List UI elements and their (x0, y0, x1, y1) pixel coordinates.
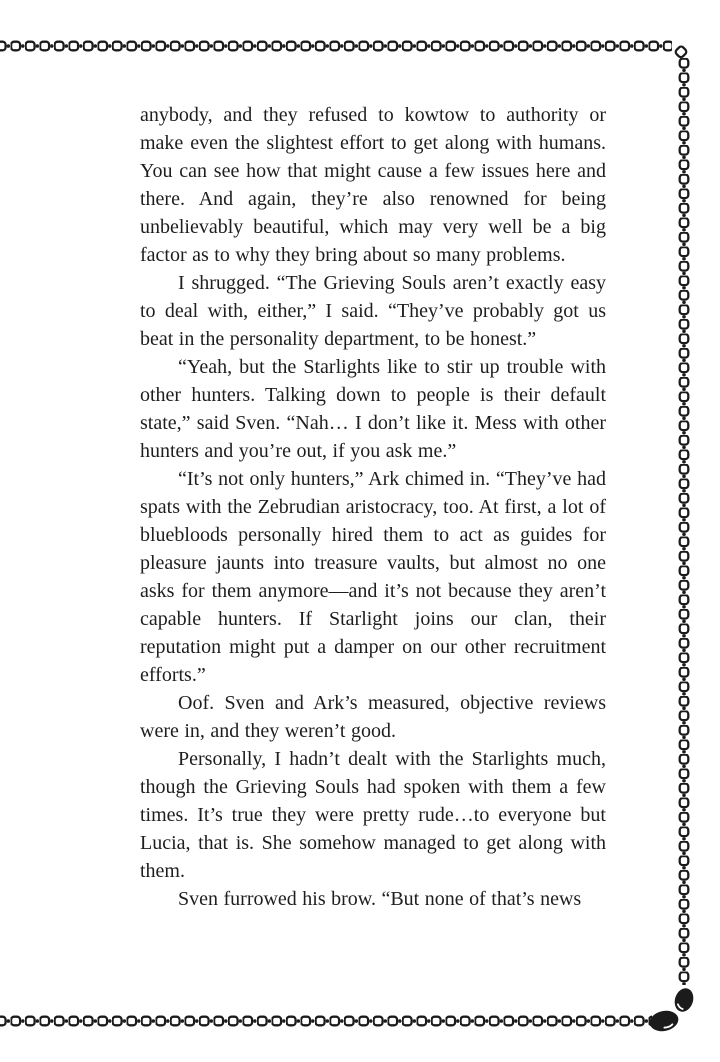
paragraph: anybody, and they refused to kowtow to authority or make even the slightest effort to get along with humans. You can see how that might cause a few issues here and there. And again, they’re also renowned for being unbelievably beautiful, which may very well be a big factor as to why they bring about so many problems. (140, 104, 606, 266)
right-chain-bead (672, 986, 697, 1014)
paragraph: I shrugged. “The Grieving Souls aren’t exactly easy to deal with, either,” I said. “They’ve probably got us beat in the personality department, to be honest.” (140, 272, 606, 350)
paragraph: Personally, I hadn’t dealt with the Starlights much, though the Grieving Souls had spoken with them a few times. It’s true they were pretty rude…to everyone but Lucia, that is. She somehow managed to get along with them. (140, 748, 606, 882)
paragraph: Sven furrowed his brow. “But none of that’s news (178, 888, 582, 910)
page-text-block (140, 101, 606, 913)
top-chain (0, 39, 672, 53)
paragraph: Oof. Sven and Ark’s measured, objective reviews were in, and they weren’t good. (140, 692, 606, 742)
paragraph: “Yeah, but the Starlights like to stir up trouble with other hunters. Talking down to people is their default state,” said Sven. “Nah… I don’t like it. Mess with other hunters and you’re out, if you ask me.” (140, 356, 606, 462)
bottom-chain (0, 1014, 652, 1028)
corner-chain-link (674, 45, 687, 58)
paragraph: “It’s not only hunters,” Ark chimed in. “They’ve had spats with the Zebrudian aristocracy, too. At first, a lot of bluebloods personally hired them to act as guides for pleasure jaunts into treasure vaults, but almost no one asks for them anymore—and it’s not because they aren’t capable hunters. If Starlight joins our clan, their reputation might put a damper on our other recruitment efforts.” (140, 468, 606, 686)
right-chain (677, 58, 691, 985)
bottom-chain-bead (648, 1008, 681, 1034)
